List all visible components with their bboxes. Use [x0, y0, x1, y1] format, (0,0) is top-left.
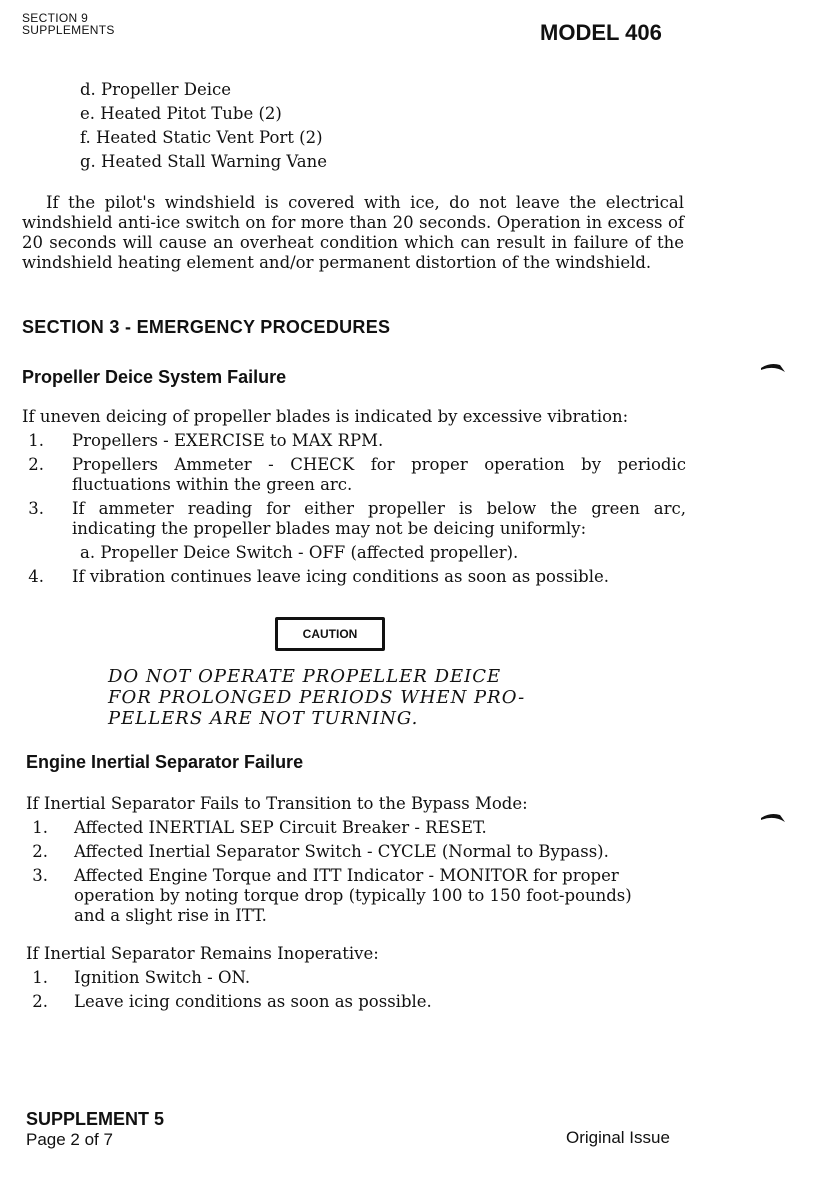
step-text: Leave icing conditions as soon as possible. [74, 992, 432, 1011]
inoperative-intro: If Inertial Separator Remains Inoperative: [26, 944, 379, 963]
step-number: 1. [32, 818, 48, 837]
step-number: 2. [32, 842, 48, 861]
list-item: e. Heated Pitot Tube (2) [80, 104, 282, 123]
step-number: 1. [28, 431, 44, 450]
separator-failure-title: Engine Inertial Separator Failure [26, 752, 304, 772]
step-text-continued: operation by noting torque drop (typically 100 to 150 foot-pounds) [74, 886, 632, 905]
caution-badge: CAUTION [275, 617, 385, 651]
caution-line: DO NOT OPERATE PROPELLER DEICE [108, 666, 502, 687]
step-text-continued: fluctuations within the green arc. [72, 475, 353, 494]
section-title: SECTION 3 - EMERGENCY PROCEDURES [22, 317, 391, 337]
step-number: 3. [32, 866, 48, 885]
caution-text [108, 666, 525, 729]
step-text-continued: indicating the propeller blades may not be deicing uniformly: [72, 519, 587, 538]
caution-line: FOR PROLONGED PERIODS WHEN PRO- [108, 687, 526, 708]
supplement-label: SUPPLEMENT 5 [26, 1109, 165, 1129]
windshield-warning-paragraph: If the pilot's windshield is covered with ice, do not leave the electrical windshield anti-ice switch on for more than 20 seconds. Operation in excess of 20 seconds will cause an overheat condition which can result in failure of the windshield heating element and/or permanent distortion of the windshield. [22, 193, 684, 272]
supplements-label: SUPPLEMENTS [22, 23, 115, 37]
equipment-list [80, 80, 327, 176]
step-number: 3. [28, 499, 44, 518]
caution-line: PELLERS ARE NOT TURNING. [108, 708, 419, 729]
list-item: f. Heated Static Vent Port (2) [80, 128, 323, 147]
step-text: Propellers Ammeter - CHECK for proper operation by periodic [72, 455, 686, 474]
revision-mark-icon [760, 360, 786, 374]
footer-left [26, 1108, 164, 1150]
step-number: 2. [28, 455, 44, 474]
section-header [22, 12, 115, 36]
step-text: Affected Engine Torque and ITT Indicator - MONITOR for proper [74, 866, 619, 885]
revision-mark-icon [760, 810, 786, 824]
page-number: Page 2 of 7 [26, 1130, 113, 1149]
model-title: MODEL 406 [540, 20, 662, 45]
separator-intro: If Inertial Separator Fails to Transition to the Bypass Mode: [26, 794, 528, 813]
list-item: d. Propeller Deice [80, 80, 232, 99]
sub-step-text: a. Propeller Deice Switch - OFF (affected propeller). [80, 543, 519, 562]
list-item: g. Heated Stall Warning Vane [80, 152, 328, 171]
step-number: 1. [32, 968, 48, 987]
step-text: If vibration continues leave icing conditions as soon as possible. [72, 567, 610, 586]
step-text: Propellers - EXERCISE to MAX RPM. [72, 431, 384, 450]
step-text: If ammeter reading for either propeller is below the green arc, [72, 499, 686, 518]
step-number: 2. [32, 992, 48, 1011]
step-text: Affected INERTIAL SEP Circuit Breaker - RESET. [74, 818, 487, 837]
issue-label: Original Issue [566, 1128, 670, 1147]
section-label: SECTION 9 [22, 11, 89, 25]
propeller-intro: If uneven deicing of propeller blades is indicated by excessive vibration: [22, 407, 629, 426]
step-text: Affected Inertial Separator Switch - CYCLE (Normal to Bypass). [74, 842, 609, 861]
step-text: Ignition Switch - ON. [74, 968, 251, 987]
step-number: 4. [28, 567, 44, 586]
propeller-failure-title: Propeller Deice System Failure [22, 367, 287, 387]
step-text-continued: and a slight rise in ITT. [74, 906, 267, 925]
